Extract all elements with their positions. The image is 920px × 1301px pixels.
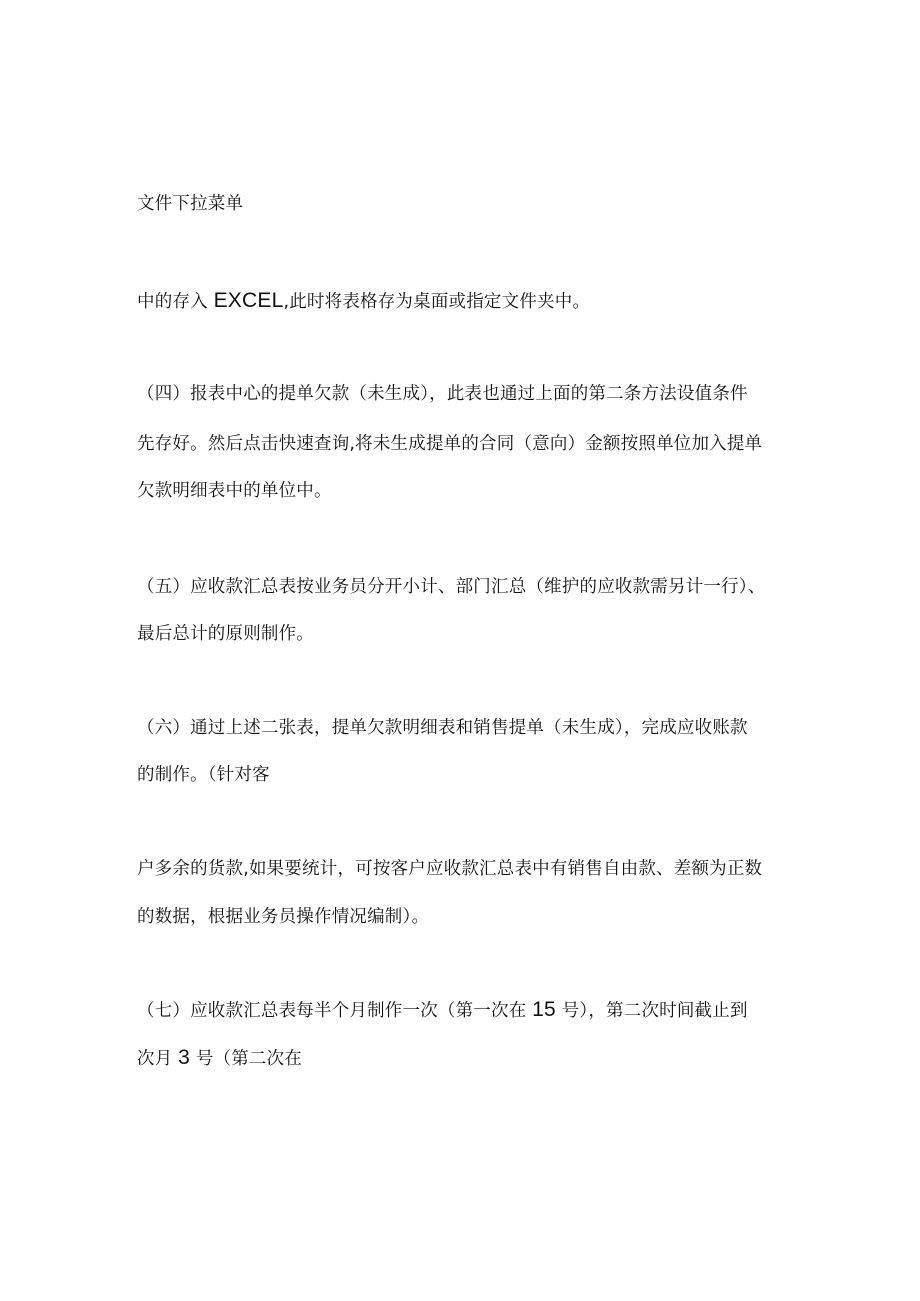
text-segment: 最后总计的原则制作。 bbox=[137, 624, 314, 644]
text-line-file-menu bbox=[137, 192, 797, 216]
text-segment: （六）通过上述二张表，提单欠款明细表和销售提单（未生成），完成应收账款 bbox=[137, 718, 748, 738]
text-segment: （五）应收款汇总表按业务员分开小计、部门汇总（维护的应收款需另计一行）、 bbox=[137, 577, 766, 597]
text-segment: 中的存入 bbox=[137, 292, 208, 312]
text-segment: （七）应收款汇总表每半个月制作一次（第一次在 bbox=[137, 1001, 527, 1021]
text-segment: （四）报表中心的提单欠款（未生成），此表也通过上面的第二条方法设值条件 bbox=[137, 384, 748, 404]
text-line-section-4-b bbox=[137, 432, 797, 456]
text-segment: 户多余的货款,如果要统计，可按客户应收款汇总表中有销售自由款、差额为正数 bbox=[137, 859, 763, 879]
text-segment-number-15: 15 bbox=[532, 998, 556, 1021]
text-line-section-6-a bbox=[137, 716, 797, 740]
text-line-save-excel bbox=[137, 289, 797, 314]
text-segment: 号（第二次在 bbox=[195, 1049, 303, 1069]
text-segment-excel: EXCEL bbox=[213, 289, 284, 312]
text-segment: 的数据，根据业务员操作情况编制）。 bbox=[137, 907, 430, 927]
text-segment: 欠款明细表中的单位中。 bbox=[137, 481, 332, 501]
text-segment: 号），第二次时间截止到 bbox=[561, 1001, 748, 1021]
text-line-section-4-a bbox=[137, 382, 797, 406]
text-line-section-5-b bbox=[137, 622, 797, 646]
text-line-section-6-d bbox=[137, 905, 797, 929]
text-segment: 先存好。然后点击快速查询,将未生成提单的合同（意向）金额按照单位加入提单 bbox=[137, 434, 763, 454]
text-line-section-7-b bbox=[137, 1046, 797, 1071]
text-line-section-6-c bbox=[137, 857, 797, 881]
text-line-section-4-c bbox=[137, 479, 797, 503]
text-line-section-6-b bbox=[137, 763, 797, 787]
text-segment: 次月 bbox=[137, 1049, 173, 1069]
text-segment-number-3: 3 bbox=[178, 1046, 191, 1069]
text-segment: 文件下拉菜单 bbox=[137, 194, 244, 214]
text-line-section-7-a bbox=[137, 998, 797, 1023]
text-line-section-5-a bbox=[137, 575, 797, 599]
text-segment: 的制作。（针对客 bbox=[137, 765, 270, 785]
text-segment: ,此时将表格存为桌面或指定文件夹中。 bbox=[283, 292, 591, 312]
